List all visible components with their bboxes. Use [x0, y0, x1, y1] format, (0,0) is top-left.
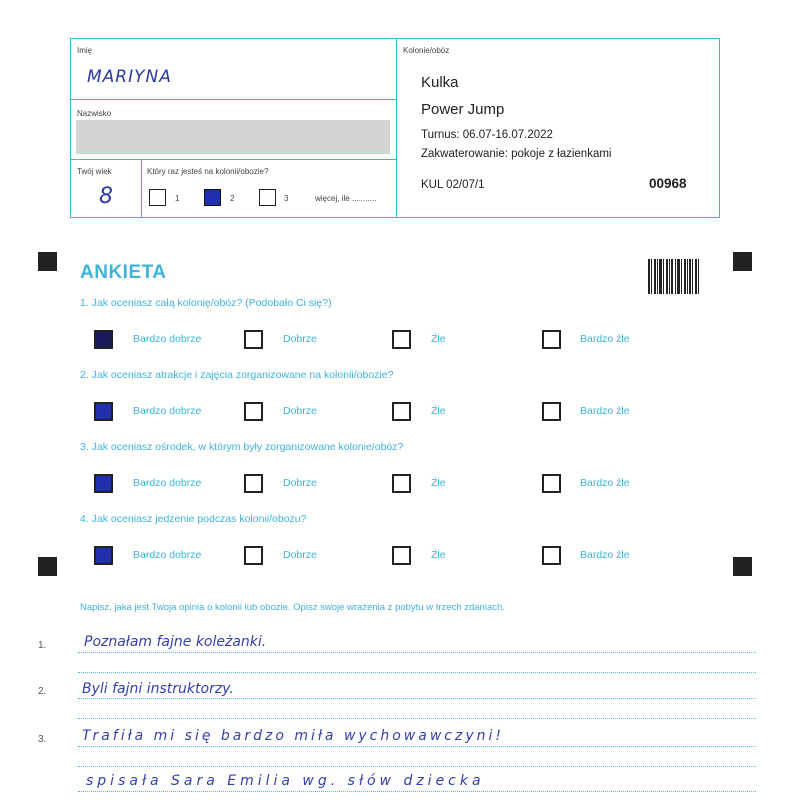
option-label: Źle	[431, 477, 446, 489]
q4-bardzo-zle-checkbox[interactable]	[542, 546, 561, 565]
dotted-line	[78, 766, 756, 767]
q2-bardzo-zle-checkbox[interactable]	[542, 402, 561, 421]
registration-marker	[38, 557, 57, 576]
option-label: Bardzo dobrze	[133, 405, 202, 417]
question-3: 3. Jak oceniasz ośrodek, w którym były zorganizowane kolonie/obóz?	[80, 441, 404, 453]
q2-bardzo-dobrze-checkbox[interactable]	[94, 402, 113, 421]
registration-marker	[733, 557, 752, 576]
question-4: 4. Jak oceniasz jedzenie podczas kolonii/obozu?	[80, 513, 307, 525]
divider	[396, 39, 397, 217]
divider	[71, 99, 396, 100]
code-text: KUL 02/07/1	[421, 179, 485, 191]
q4-dobrze-checkbox[interactable]	[244, 546, 263, 565]
q1-zle-checkbox[interactable]	[392, 330, 411, 349]
option-label: Dobrze	[283, 405, 317, 417]
opinion-line-2[interactable]: Byli fajni instruktorzy.	[82, 681, 234, 697]
turnus-text: Turnus: 06.07-16.07.2022	[421, 129, 553, 141]
opinion-line-4[interactable]: spisała Sara Emilia wg. słów dziecka	[86, 773, 485, 789]
option-label: Dobrze	[283, 333, 317, 345]
dotted-line	[78, 698, 756, 699]
times-more-field[interactable]: więcej, ile ...........	[315, 194, 377, 203]
surname-field-redacted[interactable]	[76, 120, 390, 154]
name-label: Imię	[77, 46, 93, 55]
dotted-line	[78, 746, 756, 747]
q4-bardzo-dobrze-checkbox[interactable]	[94, 546, 113, 565]
line-number: 1.	[38, 640, 47, 651]
times-label: Który raz jesteś na kolonii/obozie?	[147, 167, 269, 176]
option-label: Dobrze	[283, 477, 317, 489]
option-label: Dobrze	[283, 549, 317, 561]
q3-bardzo-zle-checkbox[interactable]	[542, 474, 561, 493]
dotted-line	[78, 672, 756, 673]
q1-dobrze-checkbox[interactable]	[244, 330, 263, 349]
divider	[141, 159, 142, 217]
question-1: 1. Jak oceniasz całą kolonię/obóz? (Podobało Ci się?)	[80, 297, 332, 309]
registration-marker	[733, 252, 752, 271]
option-label: Bardzo dobrze	[133, 549, 202, 561]
registration-marker	[38, 252, 57, 271]
option-label: Bardzo źle	[580, 333, 630, 345]
times-option-label: 3	[284, 194, 289, 203]
line-number: 2.	[38, 686, 47, 697]
q1-bardzo-dobrze-checkbox[interactable]	[94, 330, 113, 349]
times-checkbox-1[interactable]	[149, 189, 166, 206]
times-checkbox-3[interactable]	[259, 189, 276, 206]
surname-label: Nazwisko	[77, 109, 112, 118]
accommodation-text: Zakwaterowanie: pokoje z łazienkami	[421, 148, 612, 160]
question-2: 2. Jak oceniasz atrakcje i zajęcia zorganizowane na kolonii/obozie?	[80, 369, 394, 381]
form-number: 00968	[649, 176, 687, 191]
option-label: Bardzo dobrze	[133, 477, 202, 489]
header-form	[70, 38, 720, 218]
dotted-line	[78, 791, 756, 792]
option-label: Źle	[431, 405, 446, 417]
opinion-line-3[interactable]: Trafiła mi się bardzo miła wychowawczyni!	[82, 728, 504, 744]
colony-label: Kolonie/obóz	[403, 46, 450, 55]
q2-dobrze-checkbox[interactable]	[244, 402, 263, 421]
colony-name: Kulka	[421, 74, 459, 91]
age-label: Twój wiek	[77, 167, 112, 176]
option-label: Bardzo dobrze	[133, 333, 202, 345]
q2-zle-checkbox[interactable]	[392, 402, 411, 421]
dotted-line	[78, 718, 756, 719]
times-option-label: 2	[230, 194, 235, 203]
option-label: Bardzo źle	[580, 405, 630, 417]
times-checkbox-2[interactable]	[204, 189, 221, 206]
name-field[interactable]: MARIYNA	[87, 67, 172, 87]
q4-zle-checkbox[interactable]	[392, 546, 411, 565]
option-label: Bardzo źle	[580, 549, 630, 561]
barcode	[648, 259, 702, 294]
divider	[71, 159, 396, 160]
program-name: Power Jump	[421, 101, 505, 118]
q3-zle-checkbox[interactable]	[392, 474, 411, 493]
line-number: 3.	[38, 734, 47, 745]
age-field[interactable]: 8	[99, 184, 113, 209]
dotted-line	[78, 652, 756, 653]
q3-bardzo-dobrze-checkbox[interactable]	[94, 474, 113, 493]
option-label: Bardzo źle	[580, 477, 630, 489]
q1-bardzo-zle-checkbox[interactable]	[542, 330, 561, 349]
option-label: Źle	[431, 549, 446, 561]
opinion-prompt: Napisz, jaka jest Twoja opinia o kolonii lub obozie. Opisz swoje wrażenia z pobytu w trzech zdaniach.	[80, 602, 505, 613]
option-label: Źle	[431, 333, 446, 345]
opinion-line-1[interactable]: Poznałam fajne koleżanki.	[84, 634, 267, 650]
times-option-label: 1	[175, 194, 180, 203]
q3-dobrze-checkbox[interactable]	[244, 474, 263, 493]
survey-title: ANKIETA	[80, 262, 167, 283]
